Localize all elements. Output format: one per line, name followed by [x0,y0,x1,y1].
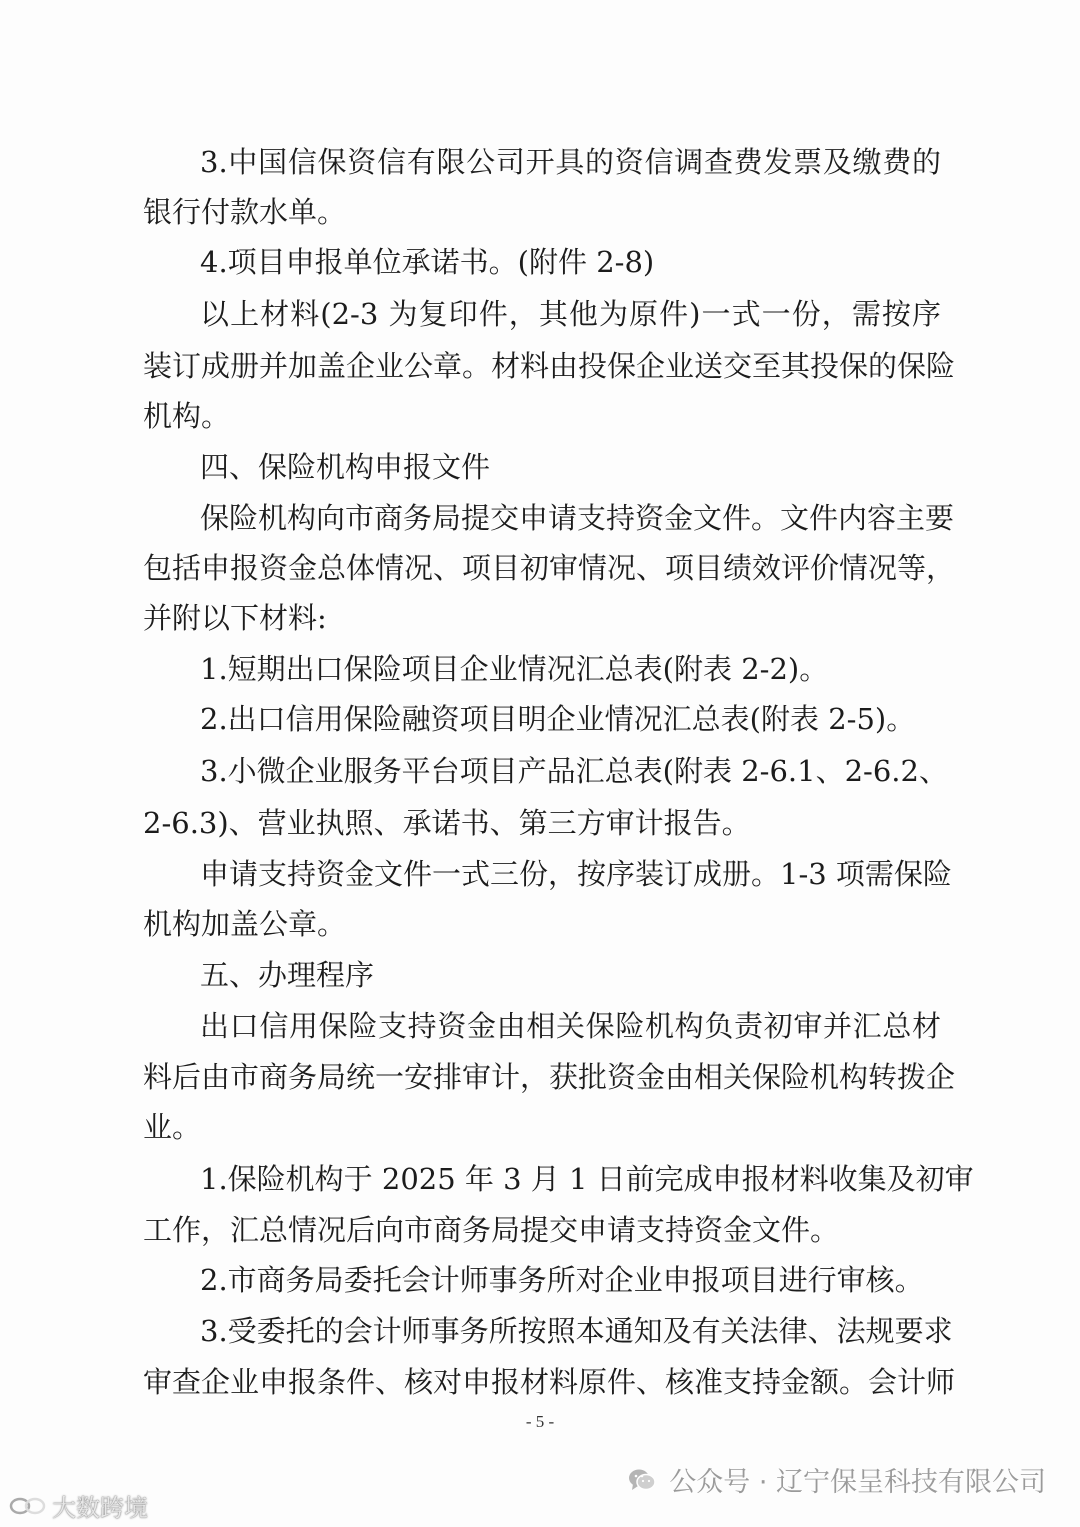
text-line: 料后由市商务局统一安排审计，获批资金由相关保险机构转拨企 [143,1060,956,1094]
text-line: 工作，汇总情况后向市商务局提交申请支持资金文件。 [143,1213,840,1247]
wechat-icon [627,1465,657,1495]
list-item: 3.小微企业服务平台项目产品汇总表(附表 2-6.1、2-6.2、 [200,754,948,788]
text-line: 装订成册并加盖企业公章。材料由投保企业送交至其投保的保险 [143,349,956,383]
text-line: 2-6.3)、营业执照、承诺书、第三方审计报告。 [143,806,751,840]
text-line: 3.中国信保资信有限公司开具的资信调查费发票及缴费的 [200,145,941,179]
chain-logo-icon [8,1493,48,1519]
text-line: 申请支持资金文件一式三份，按序装订成册。1-3 项需保险 [200,857,952,891]
list-item: 3.受委托的会计师事务所按照本通知及有关法律、法规要求 [200,1314,953,1348]
text-line: 银行付款水单。 [143,195,347,229]
watermark-text: 公众号 · 辽宁保呈科技有限公司 [669,1467,1046,1498]
site-watermark [8,1488,148,1523]
page-number: - 5 - [525,1412,555,1431]
list-item: 2.市商务局委托会计师事务所对企业申报项目进行审核。 [200,1263,924,1297]
text-line: 机构加盖公章。 [143,907,347,941]
text-line: 业。 [143,1110,202,1144]
text-line: 4.项目申报单位承诺书。(附件 2-8) [200,245,655,279]
list-item: 1.短期出口保险项目企业情况汇总表(附表 2-2)。 [200,652,829,686]
text-line: 保险机构向市商务局提交申请支持资金文件。文件内容主要 [200,501,955,535]
list-item: 1.保险机构于 2025 年 3 月 1 日前完成申报材料收集及初审 [200,1162,974,1196]
text-line: 以上材料(2-3 为复印件，其他为原件)一式一份，需按序 [200,297,941,331]
watermark-text: 大数跨境 [52,1494,148,1522]
section-heading: 四、保险机构申报文件 [200,450,491,484]
section-heading: 五、办理程序 [200,958,375,992]
text-line: 出口信用保险支持资金由相关保险机构负责初审并汇总材 [200,1009,941,1043]
list-item: 2.出口信用保险融资项目明企业情况汇总表(附表 2-5)。 [200,702,916,736]
text-line: 并附以下材料: [143,601,327,635]
wechat-watermark [627,1460,1046,1499]
text-line: 机构。 [143,399,231,433]
text-line: 包括申报资金总体情况、项目初审情况、项目绩效评价情况等， [143,551,956,585]
text-line: 审查企业申报条件、核对申报材料原件、核准支持金额。会计师 [143,1365,956,1399]
